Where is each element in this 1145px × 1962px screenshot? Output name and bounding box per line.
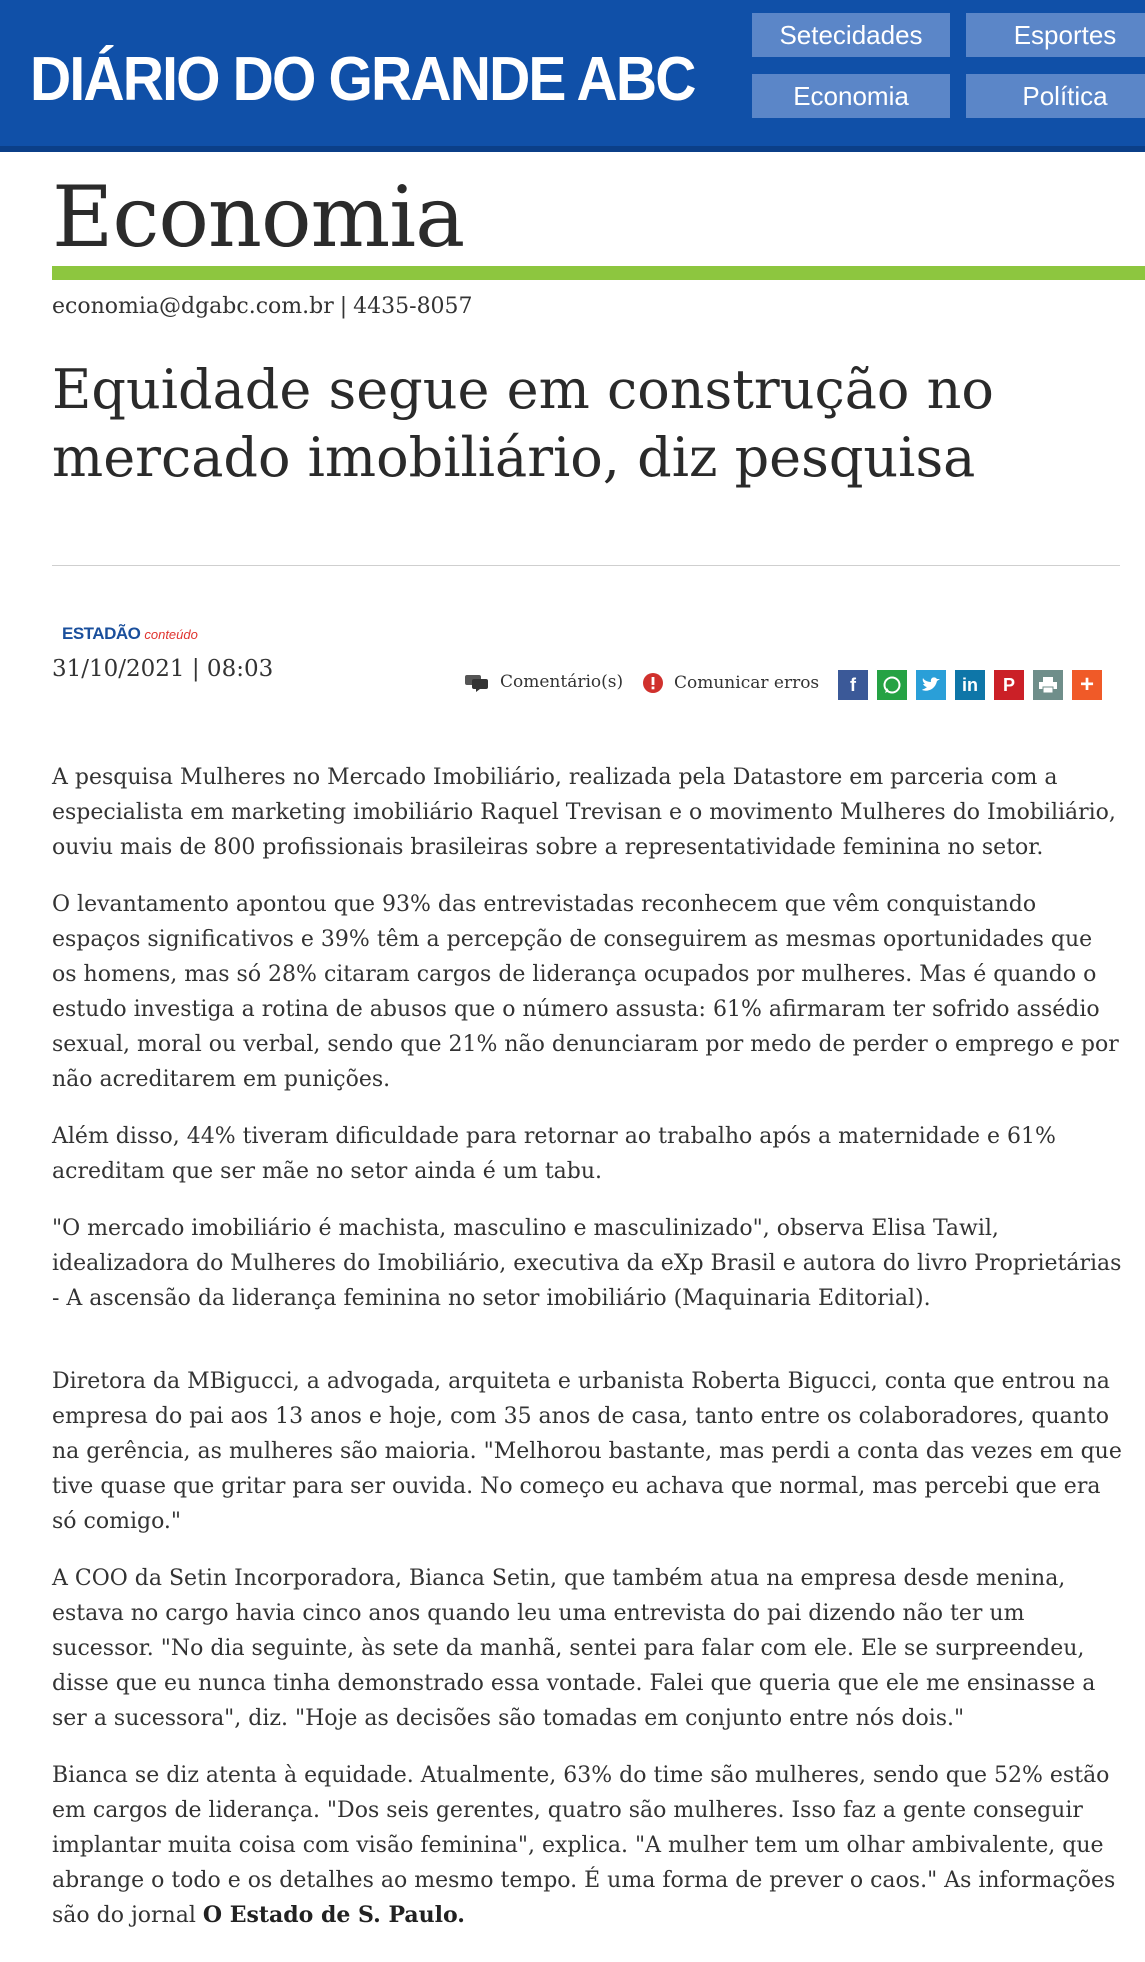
whatsapp-icon[interactable] (877, 670, 907, 700)
site-header (0, 0, 1145, 152)
article-paragraph-text: Bianca se diz atenta à equidade. Atualmente, 63% do time são mulheres, sendo que 52% estão em cargos de liderança. "Dos seis gerentes, quatro são mulheres. Isso faz a gente conseguir implantar muita coisa com visão feminina", explica. "A mulher tem um olhar ambivalente, que abrange o todo e os detalhes ao mesmo tempo. É uma forma de prever o caos." As informações são do jornal (52, 1763, 1116, 1928)
linkedin-icon[interactable]: in (955, 670, 985, 700)
article-paragraph: Além disso, 44% tiveram dificuldade para retornar ao trabalho após a maternidade e 61% acreditam que ser mãe no setor ainda é um tabu. (52, 1124, 1056, 1184)
article-date: 31/10/2021 | 08:03 (52, 656, 274, 682)
report-error-link[interactable] (642, 672, 819, 694)
report-label: Comunicar erros (674, 673, 820, 693)
site-logo[interactable]: DIÁRIO DO GRANDE ABC (30, 45, 695, 114)
section-title: Economia (52, 168, 465, 266)
source-tag: conteúdo (144, 627, 198, 642)
section-contact (52, 294, 473, 319)
nav-economia[interactable]: Economia (752, 74, 950, 118)
comment-icon (464, 672, 490, 692)
facebook-icon[interactable]: f (838, 670, 868, 700)
section-divider (52, 266, 1145, 280)
article-headline: Equidade segue em construção no mercado imobiliário, diz pesquisa (52, 358, 994, 489)
source-name: ESTADÃO (62, 624, 141, 643)
pinterest-icon[interactable]: P (994, 670, 1024, 700)
comments-label: Comentário(s) (500, 672, 624, 692)
alert-icon (642, 672, 664, 694)
contact-phone: 4435-8057 (353, 294, 473, 319)
nav-setecidades[interactable]: Setecidades (752, 13, 950, 57)
article-paragraph: A pesquisa Mulheres no Mercado Imobiliário, realizada pela Datastore em parceria com a especialista em marketing imobiliário Raquel Trevisan e o movimento Mulheres do Imobiliário, ouviu mais de 800 profissionais brasileiras sobre a representatividade feminina no setor. (52, 765, 1116, 860)
nav-esportes[interactable]: Esportes (966, 13, 1145, 57)
article-paragraph: Diretora da MBigucci, a advogada, arquiteta e urbanista Roberta Bigucci, conta que entrou na empresa do pai aos 13 anos e hoje, com 35 anos de casa, tanto entre os colaboradores, quanto na gerência, as mulheres são maioria. "Melhorou bastante, mas perdi a conta das vezes em que tive quase que gritar para ser ouvida. No começo eu achava que normal, mas percebi que era só comigo." (52, 1369, 1122, 1534)
nav-politica[interactable]: Política (966, 74, 1145, 118)
contact-email[interactable]: economia@dgabc.com.br (52, 294, 334, 319)
more-icon[interactable]: + (1072, 670, 1102, 700)
comments-link[interactable] (464, 672, 623, 692)
article-paragraph-last (52, 1758, 1122, 1933)
article-paragraph: "O mercado imobiliário é machista, masculino e masculinizado", observa Elisa Tawil, idealizadora do Mulheres do Imobiliário, executiva da eXp Brasil e autora do livro Proprietárias - A ascensão da liderança feminina no setor imobiliário (Maquinaria Editorial). (52, 1216, 1122, 1311)
article-paragraph: A COO da Setin Incorporadora, Bianca Setin, que também atua na empresa desde menina, estava no cargo havia cinco anos quando leu uma entrevista do pai dizendo não ter um sucessor. "No dia seguinte, às sete da manhã, sentei para falar com ele. Ele se surpreendeu, disse que eu nunca tinha demonstrado essa vontade. Falei que queria que ele me ensinasse a ser a sucessora", diz. "Hoje as decisões são tomadas em conjunto entre nós dois." (52, 1566, 1096, 1731)
headline-divider (52, 565, 1120, 566)
article-body (52, 760, 1122, 1955)
twitter-icon[interactable] (916, 670, 946, 700)
closing-source: O Estado de S. Paulo. (202, 1902, 465, 1928)
contact-separator: | (339, 294, 348, 319)
print-icon[interactable] (1033, 670, 1063, 700)
source-logo (62, 624, 198, 644)
article-paragraph: O levantamento apontou que 93% das entrevistadas reconhecem que vêm conquistando espaços significativos e 39% têm a percepção de conseguirem as mesmas oportunidades que os homens, mas só 28% citaram cargos de liderança ocupados por mulheres. Mas é quando o estudo investiga a rotina de abusos que o número assusta: 61% afirmaram ter sofrido assédio sexual, moral ou verbal, sendo que 21% não denunciaram por medo de perder o emprego e por não acreditarem em punições. (52, 892, 1119, 1092)
